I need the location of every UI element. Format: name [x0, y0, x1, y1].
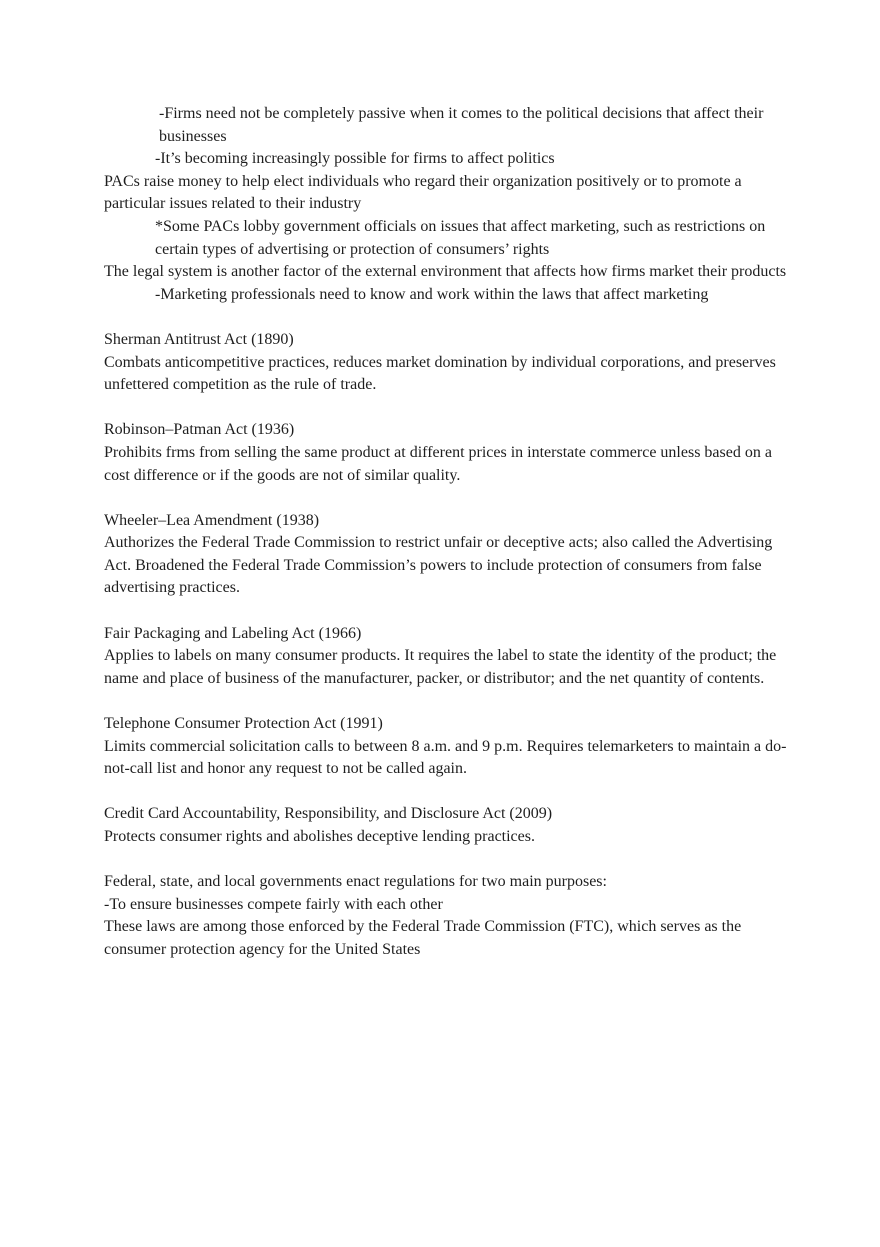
law-description: Limits commercial solicitation calls to between 8 a.m. and 9 p.m. Requires telemarketers to maintain a do-not-call list and honor any request to not be called again.	[104, 737, 787, 778]
law-title: Fair Packaging and Labeling Act (1966)	[104, 624, 362, 642]
spacer	[104, 600, 794, 623]
law-fair-packaging	[104, 623, 794, 691]
law-description: Combats anticompetitive practices, reduces market domination by individual corporations, and preserves unfettered competition as the rule of trade.	[104, 353, 776, 394]
spacer	[104, 397, 794, 420]
spacer	[104, 306, 794, 329]
law-wheeler-lea	[104, 510, 794, 600]
law-description: Authorizes the Federal Trade Commission to restrict unfair or deceptive acts; also called the Advertising Act. Broadened the Federal Trade Commission’s powers to include protection of consumers from false advertising practices.	[104, 534, 773, 597]
law-description: Prohibits frms from selling the same product at different prices in interstate commerce unless based on a cost difference or if the goods are not of similar quality.	[104, 443, 772, 484]
spacer	[104, 849, 794, 872]
intro-line-firms: -Firms need not be completely passive when it comes to the political decisions that affect their businesses	[159, 105, 764, 145]
law-title: Wheeler–Lea Amendment (1938)	[104, 511, 320, 529]
spacer	[104, 487, 794, 510]
pacs-lobby-note: *Some PACs lobby government officials on issues that affect marketing, such as restrictions on certain types of advertising or protection of consumers’ rights	[155, 217, 766, 258]
spacer	[104, 781, 794, 804]
purpose-fair-competition: -To ensure businesses compete fairly with each other	[104, 895, 443, 913]
law-title: Sherman Antitrust Act (1890)	[104, 330, 294, 348]
pacs-paragraph: PACs raise money to help elect individuals who regard their organization positively or to promote a particular issues related to their industry	[104, 172, 742, 213]
law-description: Applies to labels on many consumer products. It requires the label to state the identity of the product; the name and place of business of the manufacturer, packer, or distributor; and the net quantity of contents.	[104, 647, 777, 687]
ftc-paragraph: These laws are among those enforced by the Federal Trade Commission (FTC), which serves as the consumer protection agency for the United States	[104, 918, 742, 958]
law-title: Credit Card Accountability, Responsibility, and Disclosure Act (2009)	[104, 805, 553, 823]
purposes-heading: Federal, state, and local governments enact regulations for two main purposes:	[104, 873, 607, 891]
intro-line-politics: -It’s becoming increasingly possible for firms to affect politics	[155, 150, 555, 168]
law-credit-card	[104, 803, 794, 848]
law-title: Robinson–Patman Act (1936)	[104, 421, 295, 439]
law-description: Protects consumer rights and abolishes deceptive lending practices.	[104, 828, 535, 845]
law-robinson-patman	[104, 419, 794, 487]
legal-system-paragraph: The legal system is another factor of the external environment that affects how firms market their products	[104, 263, 787, 281]
spacer	[104, 690, 794, 713]
law-sherman	[104, 329, 794, 397]
law-title: Telephone Consumer Protection Act (1991)	[104, 715, 383, 733]
legal-note: -Marketing professionals need to know and work within the laws that affect marketing	[155, 285, 709, 303]
law-telephone-consumer	[104, 713, 794, 781]
document-page	[104, 103, 794, 962]
